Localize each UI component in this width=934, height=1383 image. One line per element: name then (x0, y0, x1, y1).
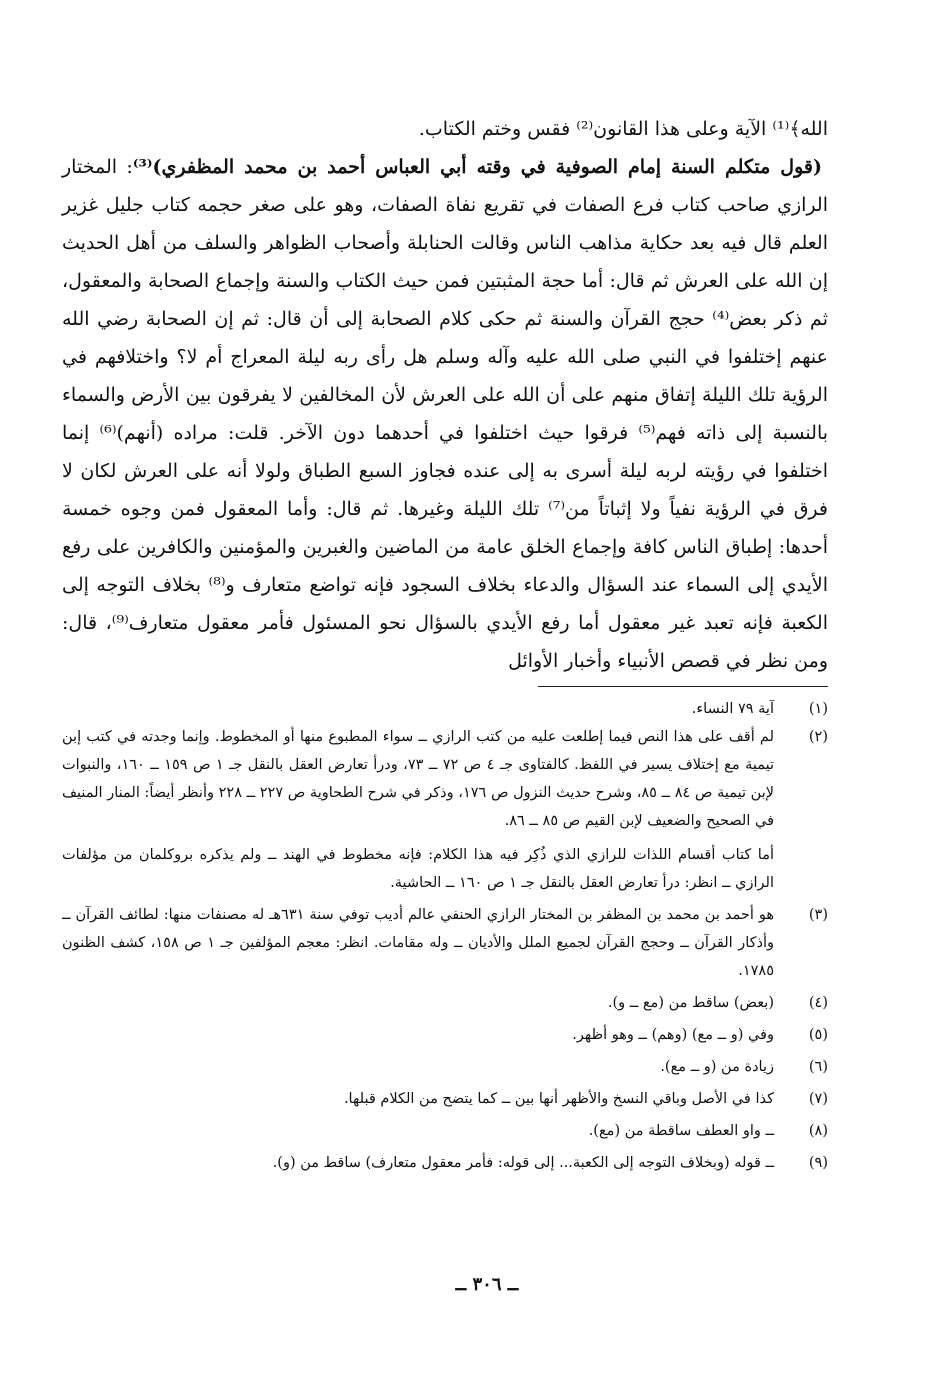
footnote-2 (62, 723, 828, 835)
paragraph-1-text: ﺍﻟﻠﻪ﴾⁽¹⁾ الآية وعلى هذا القانون⁽²⁾ فقس وختم الكتاب. (418, 118, 828, 140)
section-heading: (قول متكلم السنة إمام الصوفية في وقته أبي العباس أحمد بن محمد المظفري)⁽³⁾ (132, 156, 822, 178)
footnote-number: (٦) (808, 1059, 828, 1075)
paragraph-1 (62, 110, 828, 148)
footnote-number: (٥) (808, 1027, 828, 1043)
footnote-text: زيادة من (و ــ مع). (660, 1059, 774, 1075)
document-page (62, 110, 828, 1343)
footnote-4 (62, 989, 828, 1017)
footnote-text: وفي (و ــ مع) (وهم) ــ وهو أظهر. (572, 1027, 774, 1043)
footnote-number: (٧) (808, 1091, 828, 1107)
footnote-number: (٤) (808, 995, 828, 1011)
footnote-2-continuation: أما كتاب أقسام اللذات للرازي الذي ذُكِر فيه هذا الكلام: فإنه مخطوط في الهند ــ ولم يذكره بروكلمان من مؤلفات الرازي ــ انظر: درأ تعارض العقل بالنقل جـ ١ ص ١٦٠ ــ الحاشية. (62, 847, 774, 891)
page-number: ــ ٣٠٦ ــ (455, 1274, 519, 1295)
paragraph-2-text: : المختار الرازي صاحب كتاب فرع الصفات في تقريع نفاة الصفات، وهو على صغر حجمه كتاب جليل غزير العلم قال فيه بعد حكاية مذاهب الناس وقالت الحنابلة وأصحاب الظواهر والسلف من أهل الحديث إن الله على العرش ثم قال: أما حجة المثبتين فمن حيث الكتاب والسنة وإجماع الصحابة والمعقول، ثم ذكر بعض⁽⁴⁾ حجج القرآن والسنة ثم حكى كلام الصحابة إلى أن قال: ثم إن الصحابة رضي الله عنهم إختلفوا في النبي صلى الله عليه وآله وسلم هل رأى ربه ليلة المعراج أم لا؟ واختلافهم في الرؤية تلك الليلة إتفاق منهم على أن الله على العرش لأن المخالفين لا يفرقون بين الأرض والسماء بالنسبة إلى ذاته فهم⁽⁵⁾ فرقوا حيث اختلفوا في أحدهما دون الآخر. قلت: مراده (أنهم)⁽⁶⁾ إنما اختلفوا في رؤيته لربه ليلة أسرى به إلى عنده فجاوز السبع الطباق ولولا أنه على العرش لكان لا فرق في الرؤية نفياً ولا إثباتاً من⁽⁷⁾ تلك الليلة وغيرها. ثم قال: وأما المعقول فمن وجوه خمسة أحدها: إطباق الناس كافة وإجماع الخلق عامة من الماضين والغبرين والمؤمنين والكافرين على رفع الأيدي إلى السماء عند السؤال والدعاء بخلاف السجود فإنه تواضع متعارف و⁽⁸⁾ بخلاف التوجه إلى الكعبة فإنه تعبد غير معقول أما رفع الأيدي بالسؤال نحو المسئول فأمر معقول متعارف⁽⁹⁾، قال: ومن نظر في قصص الأنبياء وأخبار الأوائل (62, 156, 829, 672)
main-text (62, 110, 828, 680)
footnote-8 (62, 1117, 828, 1145)
footnote-1 (62, 695, 828, 723)
footnote-9 (62, 1149, 828, 1177)
footnote-number: (٩) (808, 1155, 828, 1171)
footnote-number: (٣) (808, 907, 828, 923)
footnote-text: لم أقف على هذا النص فيما إطلعت عليه من كتب الرازي ــ سواء المطبوع منها أو المخطوط. وإنما وجدته في كتب إبن تيمية مع إختلاف يسير في اللفظ. كالفتاوى جـ ٤ ص ٧٢ ــ ٧٣، ودرأ تعارض العقل بالنقل جـ ١ ص ١٥٩ ــ ١٦٠، والنبوات لإبن تيمية ص ٨٤ ــ ٨٥، وشرح حديث النزول ص ١٧٦، وذكر في شرح الطحاوية ص ٢٢٧ ــ ٢٢٨ وأنظر أيضاً: المنار المنيف في الصحيح والضعيف لإبن القيم ص ٨٥ ــ ٨٦. (62, 729, 775, 829)
footnote-text: كذا في الأصل وباقي النسخ والأظهر أنها بين ــ كما يتضح من الكلام قبلها. (343, 1091, 774, 1107)
footnote-text: (بعض) ساقط من (مع ــ و). (607, 995, 774, 1011)
footnote-text: ــ قوله (وبخلاف التوجه إلى الكعبة... إلى قوله: فأمر معقول متعارف) ساقط من (و). (272, 1155, 774, 1171)
footnote-divider (538, 686, 828, 687)
footnote-text: هو أحمد بن محمد بن المظفر بن المختار الرازي الحنفي عالم أديب توفي سنة ٦٣١هـ له مصنفات منها: لطائف القرآن ــ وأذكار القرآن ــ وحجج القرآن لجميع الملل والأديان ــ وله مقامات. انظر: معجم المؤلفين جـ ١ ص ١٥٨، كشف الظنون ١٧٨٥. (62, 907, 775, 979)
footnote-number: (١) (808, 701, 828, 717)
footnote-text: ــ واو العطف ساقطة من (مع). (588, 1123, 774, 1139)
footnote-6 (62, 1053, 828, 1081)
footnote-5 (62, 1021, 828, 1049)
footnote-number: (٨) (808, 1123, 828, 1139)
footnotes (62, 695, 828, 1177)
footnote-3 (62, 901, 828, 985)
footnote-number: (٢) (808, 729, 828, 745)
footnote-text: آية ٧٩ النساء. (691, 701, 774, 717)
paragraph-2 (62, 148, 828, 680)
footnote-7 (62, 1085, 828, 1113)
